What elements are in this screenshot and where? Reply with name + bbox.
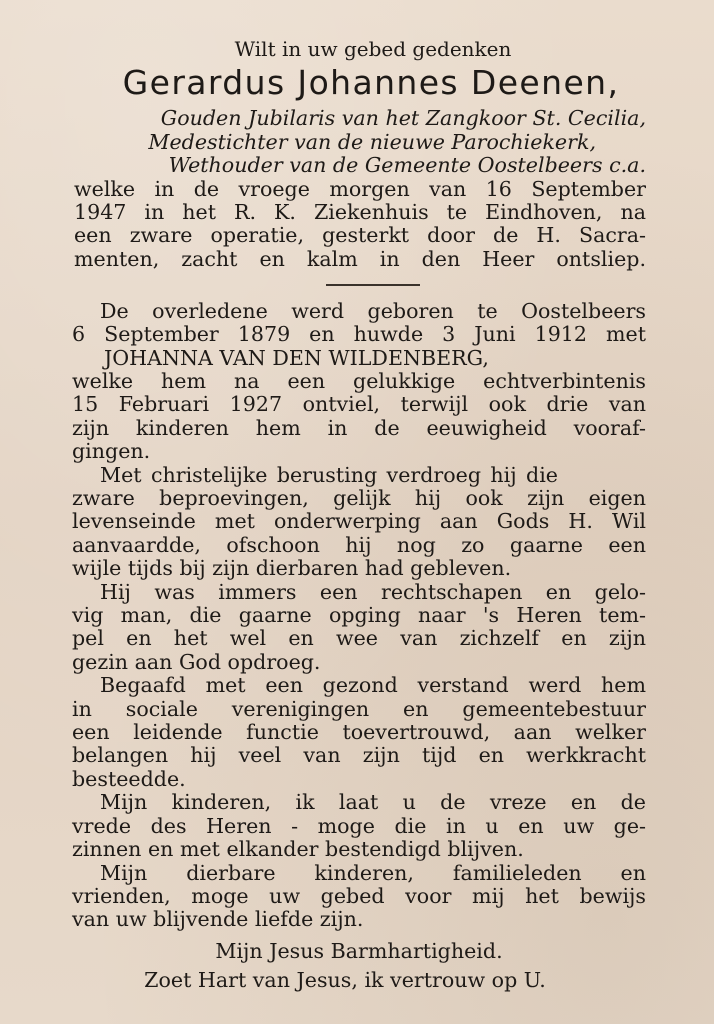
text-line: gezin aan God opdroeg. bbox=[72, 649, 321, 674]
prayer-request-paragraph bbox=[72, 860, 646, 932]
text-line: aanvaardde, ofschoon hij nog zo gaarne een bbox=[72, 532, 646, 557]
text-line: in sociale verenigingen en gemeentebestuur bbox=[72, 696, 646, 721]
text-line: wijle tijds bij zijn dierbaren had gebleven. bbox=[72, 556, 512, 581]
text-line: Mijn kinderen, ik laat u de vreze en de bbox=[100, 790, 646, 815]
text-line: welke hem na een gelukkige echtverbintenis bbox=[72, 368, 646, 393]
text-line: een leidende functie toevertrouwd, aan welker bbox=[72, 720, 646, 745]
text-line: Mijn dierbare kinderen, familieleden en bbox=[100, 860, 646, 885]
text-line: welke in de vroege morgen van 16 September bbox=[74, 176, 646, 201]
biography-paragraph bbox=[72, 298, 646, 464]
children-peace-paragraph bbox=[72, 790, 646, 862]
divider-rule bbox=[326, 284, 420, 286]
text-line: JOHANNA VAN DEN WILDENBERG, bbox=[104, 345, 489, 370]
text-line: Begaafd met een gezond verstand werd hem bbox=[100, 673, 646, 698]
text-line: zinnen en met elkander bestendigd blijven. bbox=[72, 837, 524, 862]
roles-block bbox=[102, 107, 644, 177]
faith-paragraph bbox=[72, 579, 646, 675]
text-line: vig man, die gaarne opging naar 's Heren tem- bbox=[72, 603, 646, 628]
public-service-paragraph bbox=[72, 673, 646, 791]
closing-prayer-2: Zoet Hart van Jesus, ik vertrouw op U. bbox=[144, 968, 546, 993]
acceptance-paragraph bbox=[72, 462, 646, 581]
text-line: zware beproevingen, gelijk hij ook zijn eigen bbox=[72, 486, 646, 510]
death-paragraph bbox=[74, 178, 646, 272]
text-line: van uw blijvende liefde zijn. bbox=[72, 907, 364, 932]
text-line: belangen hij veel van zijn tijd en werkkracht bbox=[72, 743, 646, 768]
text-line: levenseinde met onderwerping aan Gods H. Wil bbox=[72, 509, 646, 534]
intro-line: Wilt in uw gebed gedenken bbox=[234, 37, 512, 61]
text-line: 15 Februari 1927 ontviel, terwijl ook drie van bbox=[72, 392, 646, 417]
text-line: De overledene werd geboren te Oostelbeers bbox=[100, 298, 646, 323]
text-line: menten, zacht en kalm in den Heer ontsliep. bbox=[74, 246, 646, 271]
role-line: Gouden Jubilaris van het Zangkoor St. Cecilia, bbox=[160, 106, 646, 131]
text-line: Met christelijke berusting verdroeg hij die bbox=[100, 462, 558, 487]
text-line: zijn kinderen hem in de eeuwigheid vooraf- bbox=[72, 415, 646, 440]
role-line: Medestichter van de nieuwe Parochiekerk, bbox=[148, 129, 596, 154]
text-line: vrienden, moge uw gebed voor mij het bewijs bbox=[72, 883, 646, 908]
text-line: 6 September 1879 en huwde 3 Juni 1912 met bbox=[72, 322, 646, 347]
text-line: pel en het wel en wee van zichzelf en zijn bbox=[72, 626, 646, 651]
text-line: vrede des Heren - moge die in u en uw ge- bbox=[72, 813, 646, 838]
role-line: Wethouder van de Gemeente Oostelbeers c.a. bbox=[168, 153, 646, 178]
text-line: 1947 in het R. K. Ziekenhuis te Eindhoven, na bbox=[74, 200, 646, 225]
text-line: een zware operatie, gesterkt door de H. Sacra- bbox=[74, 223, 646, 248]
text-line: gingen. bbox=[72, 439, 151, 464]
text-line: besteedde. bbox=[72, 766, 186, 791]
closing-prayer-1: Mijn Jesus Barmhartigheid. bbox=[215, 938, 503, 963]
text-line: Hij was immers een rechtschapen en gelo- bbox=[100, 579, 646, 604]
deceased-name: Gerardus Johannes Deenen, bbox=[122, 63, 620, 103]
